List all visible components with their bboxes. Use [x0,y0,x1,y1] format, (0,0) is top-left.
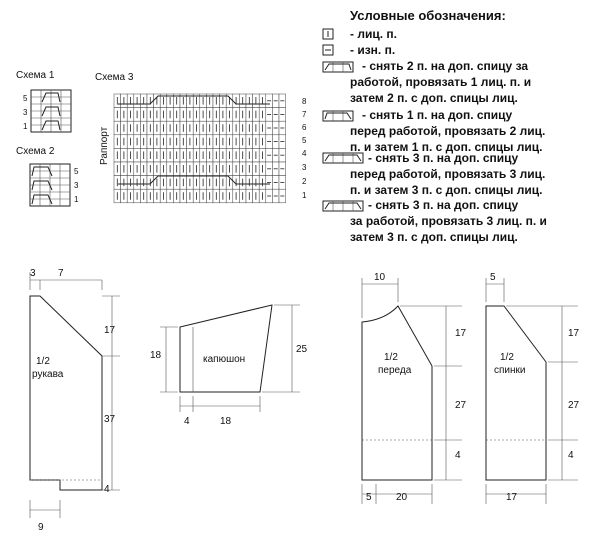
schema-3-row-1: 1 [302,191,307,200]
schema-1-grid [31,90,71,132]
legend-item-cable-3-front [323,151,545,197]
legend-text-cable-2-back-line-3: затем 2 п. с доп. спицы лиц. [350,91,518,105]
legend-title: Условные обозначения: [350,8,506,23]
legend-text-cable-1-front-line-1: - снять 1 п. на доп. спицу [362,108,513,122]
schema-2-row-3: 3 [74,181,79,190]
purl-stitch-symbol [323,45,333,55]
back-dim-upper: 17 [568,328,580,339]
legend-item-cable-1-front [323,108,545,154]
front-dim-middle: 27 [455,400,467,411]
schema-2 [16,146,79,206]
legend-item-cable-2-back [323,59,531,105]
schema-3-row-2: 2 [302,177,307,186]
front-dim-band: 4 [455,450,461,461]
schema-3 [95,72,307,203]
front-dim-bottom: 20 [396,492,408,503]
sleeve-dim-bottom: 9 [38,522,44,533]
legend-text-purl: - изн. п. [350,43,396,57]
schema-3-row-6: 6 [302,123,307,132]
schema-2-row-1: 1 [74,195,79,204]
hood-label: капюшон [203,354,246,365]
schema-3-row-4: 4 [302,149,307,158]
cable-3-front-symbol [323,153,363,163]
cable-3-back-symbol [323,201,363,211]
legend-text-cable-3-front-line-1: - снять 3 п. на доп. спицу [368,151,519,165]
front-label-fraction: 1/2 [384,352,398,363]
legend-text-cable-3-back-line-2: за работой, провязать 3 лиц. п. и [350,214,547,228]
hood-pattern [150,305,308,427]
front-dim-bottom-left: 5 [366,492,372,503]
back-label-name: спинки [494,365,526,376]
legend-text-cable-3-front-line-2: перед работой, провязать 3 лиц. [350,167,546,181]
schema-1-row-1: 1 [23,122,28,131]
back-dim-top: 5 [490,272,496,283]
hood-dim-right: 25 [296,344,308,355]
schema-3-row-5: 5 [302,136,307,145]
sleeve-dim-top: 7 [58,268,64,279]
schema-1-row-3: 3 [23,108,28,117]
legend-text-cable-3-back-line-1: - снять 3 п. на доп. спицу [368,198,519,212]
schema-3-row-7: 7 [302,110,307,119]
back-pattern [486,272,580,504]
front-label-name: переда [378,365,412,376]
sleeve-dim-top-left: 3 [30,268,36,279]
schema-2-grid [30,164,70,206]
schema-1-row-5: 5 [23,94,28,103]
sleeve-label-fraction: 1/2 [36,356,50,367]
legend-item-cable-3-back [323,198,547,244]
hood-dim-left: 18 [150,350,162,361]
legend-text-cable-2-back-line-2: работой, провязать 1 лиц. п. и [350,75,532,89]
legend-text-cable-1-front-line-2: перед работой, провязать 2 лиц. [350,124,546,138]
schema-3-title: Схема 3 [95,72,134,83]
sleeve-dim-lower: 37 [104,414,116,425]
front-dim-top: 10 [374,272,386,283]
hood-outline [180,305,272,392]
legend-text-cable-3-back-line-3: затем 3 п. с доп. спицы лиц. [350,230,518,244]
cable-2-back-symbol [323,62,353,72]
sleeve-pattern [30,268,120,533]
sleeve-dim-upper: 17 [104,325,116,336]
legend-item-knit [323,27,397,41]
sleeve-dim-cuff: 4 [104,484,110,495]
hood-dim-bottom: 18 [220,416,232,427]
schema-3-row-3: 3 [302,163,307,172]
legend-text-cable-2-back-line-1: - снять 2 п. на доп. спицу за [362,59,529,73]
schema-3-row-8: 8 [302,97,307,106]
schema-3-grid [114,94,286,203]
legend-text-knit: - лиц. п. [350,27,397,41]
schema-2-title: Схема 2 [16,146,55,157]
back-dim-bottom: 17 [506,492,518,503]
front-dim-upper: 17 [455,328,467,339]
schema-1 [16,70,71,132]
cable-1-front-symbol [323,111,353,121]
schema-2-row-5: 5 [74,167,79,176]
schema-1-title: Схема 1 [16,70,55,81]
legend [323,8,547,244]
schema-3-repeat-label: Раппорт [99,126,110,165]
legend-text-cable-1-front-line-3: п. и затем 1 п. с доп. спицы лиц. [350,140,543,154]
knit-stitch-symbol [323,29,333,39]
legend-item-purl [323,43,395,57]
back-dim-middle: 27 [568,400,580,411]
front-outline [362,306,432,480]
hood-dim-bottom-left: 4 [184,416,190,427]
front-pattern [362,272,467,504]
legend-text-cable-3-front-line-3: п. и затем 3 п. с доп. спицы лиц. [350,183,543,197]
back-outline [486,306,546,480]
back-dim-band: 4 [568,450,574,461]
sleeve-label-name: рукава [32,369,64,380]
sleeve-outline [30,296,102,490]
back-label-fraction: 1/2 [500,352,514,363]
